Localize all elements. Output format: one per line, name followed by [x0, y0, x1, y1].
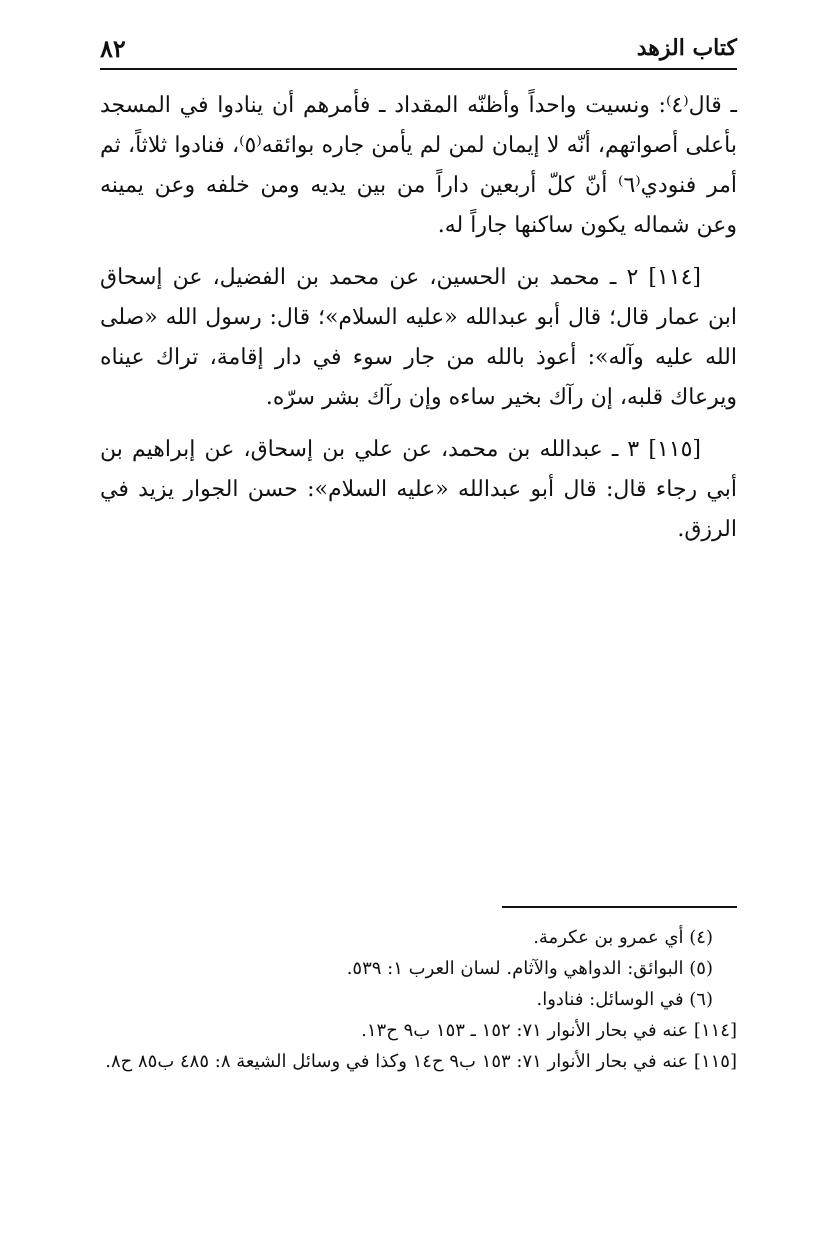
footnote-4: (٤) أي عمرو بن عكرمة. [533, 927, 713, 948]
page-number: ٨٢ [100, 33, 126, 63]
book-title: كتاب الزهد [636, 35, 737, 61]
footnotes [100, 922, 737, 1077]
footnote-5: (٥) البوائق: الدواهي والآثام. لسان العرب ١: ٥٣٩. [346, 958, 713, 979]
page-header [100, 28, 737, 70]
footnote-114: [١١٤] عنه في بحار الأنوار ٧١: ١٥٢ ـ ١٥٣ ب٩ ح١٣. [361, 1020, 737, 1041]
main-text [100, 86, 737, 562]
footnote-6: (٦) في الوسائل: فنادوا. [536, 989, 713, 1010]
footnote-115: [١١٥] عنه في بحار الأنوار ٧١: ١٥٣ ب٩ ح١٤ وكذا في وسائل الشيعة ٨: ٤٨٥ ب٨٥ ح٨. [105, 1051, 737, 1072]
footnote-separator [502, 906, 737, 908]
paragraph-continued: ـ قال⁽٤⁾: ونسيت واحداً وأظنّه المقداد ـ فأمرهم أن ينادوا في المسجد بأعلى أصواتهم، أنّه لا إيمان لمن لم يأمن جاره بوائقه⁽٥⁾، فنادوا ثلاثاً، ثم أمر فنودي⁽٦⁾ أنّ كلّ أربعين داراً من بين يديه ومن خلفه وعن يمينه وعن شماله يكون ساكنها جاراً له. [100, 93, 738, 238]
hadith-114: [١١٤] ٢ ـ محمد بن الحسين، عن محمد بن الفضيل، عن إسحاق ابن عمار قال؛ قال أبو عبدالله «عليه السلام»؛ قال: رسول الله «صلى الله عليه وآله»: أعوذ بالله من جار سوء في دار إقامة، تراك عيناه ويرعاك قلبه، إن رآك بخير ساءه وإن رآك بشر سرّه. [100, 265, 737, 410]
hadith-115: [١١٥] ٣ ـ عبدالله بن محمد، عن علي بن إسحاق، عن إبراهيم بن أبي رجاء قال: قال أبو عبدالله «عليه السلام»: حسن الجوار يزيد في الرزق. [100, 437, 737, 542]
